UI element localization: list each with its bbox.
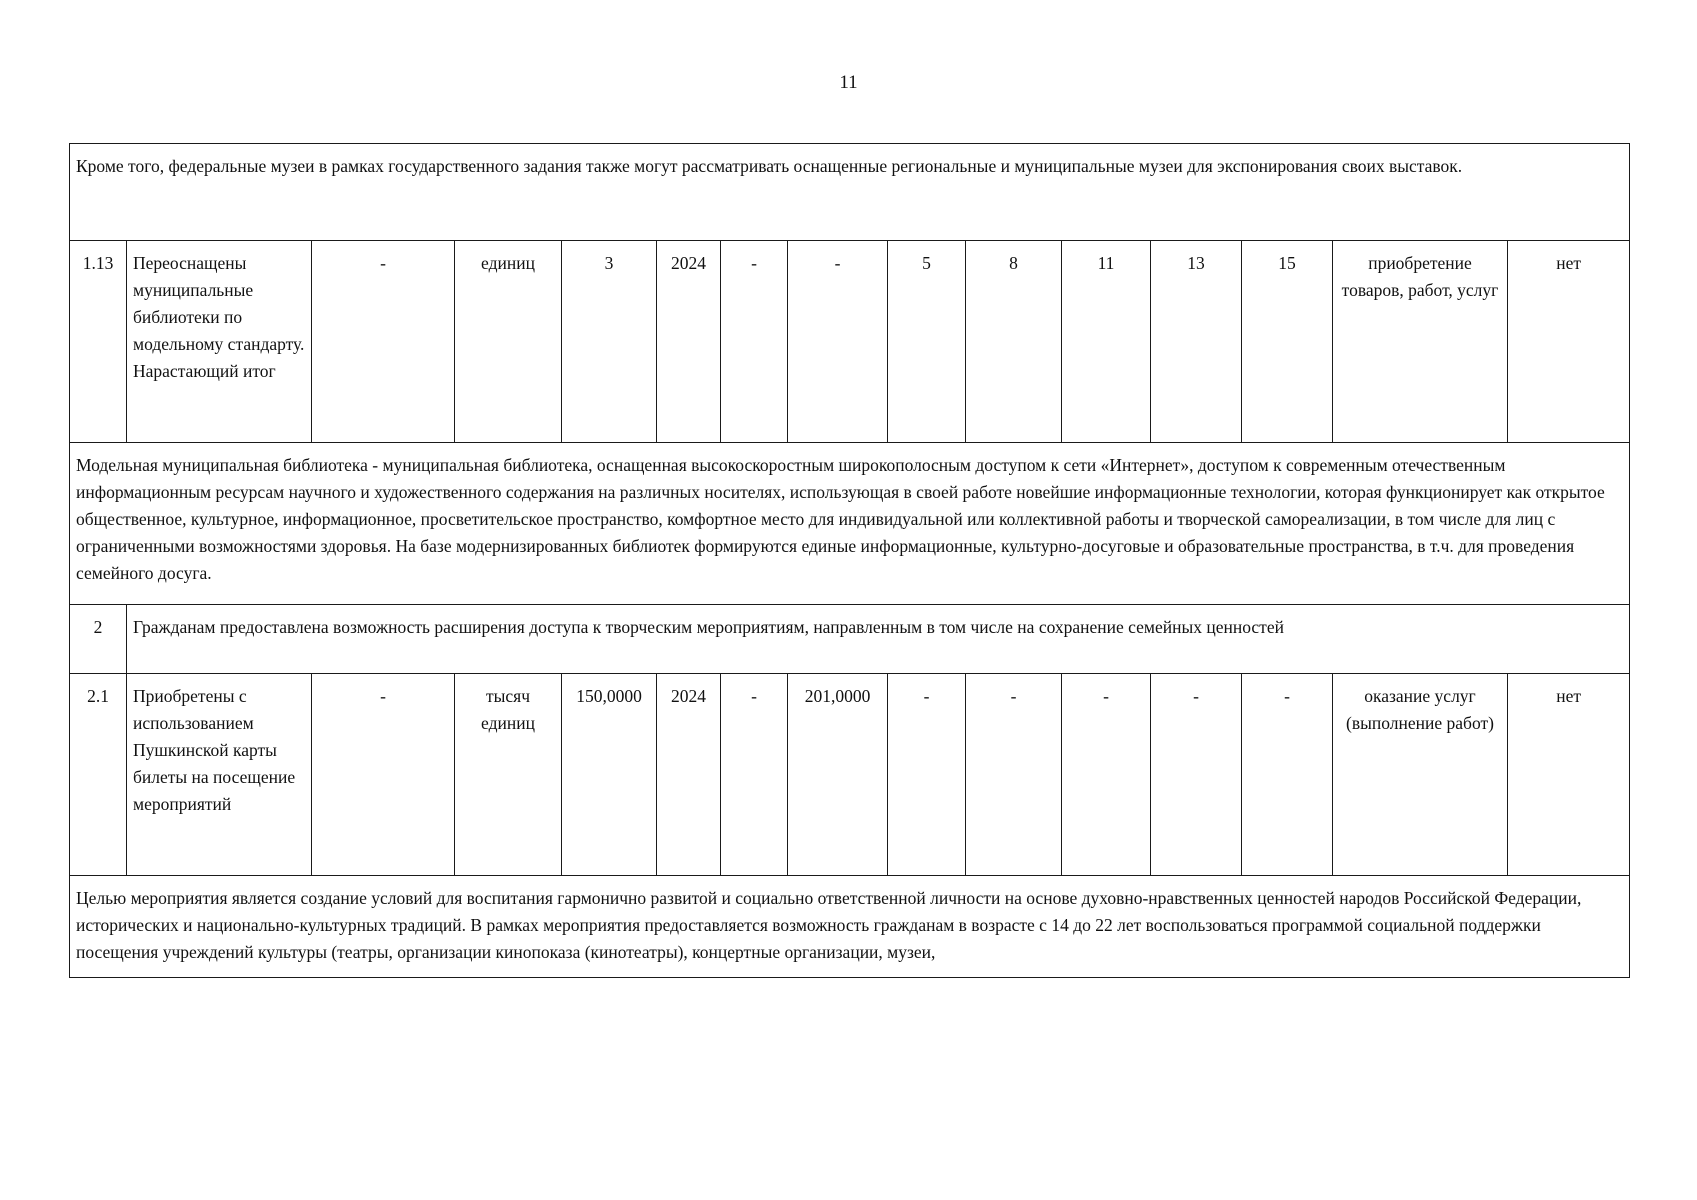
page-number: 11 [839,72,858,93]
cell: - [312,674,455,876]
note-federal-museums: Кроме того, федеральные музеи в рамках государственного задания также могут рассматривать оснащенные региональные и муниципальные музеи для экспонирования своих выставок. [70,144,1630,241]
cell: - [721,674,788,876]
row-number: 1.13 [70,241,127,443]
indicators-table [69,143,1630,978]
section-number: 2 [70,605,127,674]
note-model-library: Модельная муниципальная библиотека - муниципальная библиотека, оснащенная высокоскоростным широкополосным доступом к сети «Интернет», доступом к современным отечественным информационным ресурсам научного и художественного содержания на различных носителях, использующая в своей работе новейшие информационные технологии, которая функционирует как открытое общественное, культурное, информационное, просветительское пространство, комфортное место для индивидуальной или коллективной работы и творческой самореализации, в том числе для лиц с ограниченными возможностями здоровья. На базе модернизированных библиотек формируются единые информационные, культурно-досуговые и образовательные пространства, в т.ч. для проведения семейного досуга. [70,443,1630,605]
type-cell: приобретение товаров, работ, услуг [1333,241,1508,443]
unit-cell: единиц [455,241,562,443]
cell: - [1151,674,1242,876]
base-value-cell: 150,0000 [562,674,657,876]
indicator-name: Переоснащены муниципальные библиотеки по модельному стандарту. Нарастающий итог [127,241,312,443]
table-row [70,674,1630,876]
section-title: Гражданам предоставлена возможность расширения доступа к творческим мероприятиям, направленным в том числе на сохранение семейных ценностей [127,605,1630,674]
cell: - [721,241,788,443]
base-year-cell: 2024 [657,674,721,876]
cell: - [1242,674,1333,876]
cell: - [1062,674,1151,876]
indicator-name: Приобретены с использованием Пушкинской карты билеты на посещение мероприятий [127,674,312,876]
cell: 201,0000 [788,674,888,876]
cell: 15 [1242,241,1333,443]
row-number: 2.1 [70,674,127,876]
table-row [70,605,1630,674]
cell: 13 [1151,241,1242,443]
table-row [70,144,1630,241]
cell: - [966,674,1062,876]
table-row [70,876,1630,978]
cell: 8 [966,241,1062,443]
cell: 5 [888,241,966,443]
flag-cell: нет [1508,241,1630,443]
base-value-cell: 3 [562,241,657,443]
note-pushkin-card: Целью мероприятия является создание условий для воспитания гармонично развитой и социально ответственной личности на основе духовно-нравственных ценностей народов Российской Федерации, исторических и национально-культурных традиций. В рамках мероприятия предоставляется возможность гражданам в возрасте с 14 до 22 лет воспользоваться программой социальной поддержки посещения учреждений культуры (театры, организации кинопоказа (кинотеатры), концертные организации, музеи, [70,876,1630,978]
table-row [70,443,1630,605]
type-cell: оказание услуг (выполнение работ) [1333,674,1508,876]
base-year-cell: 2024 [657,241,721,443]
cell: - [788,241,888,443]
table-row [70,241,1630,443]
cell: 11 [1062,241,1151,443]
cell: - [312,241,455,443]
flag-cell: нет [1508,674,1630,876]
unit-cell: тысяч единиц [455,674,562,876]
cell: - [888,674,966,876]
